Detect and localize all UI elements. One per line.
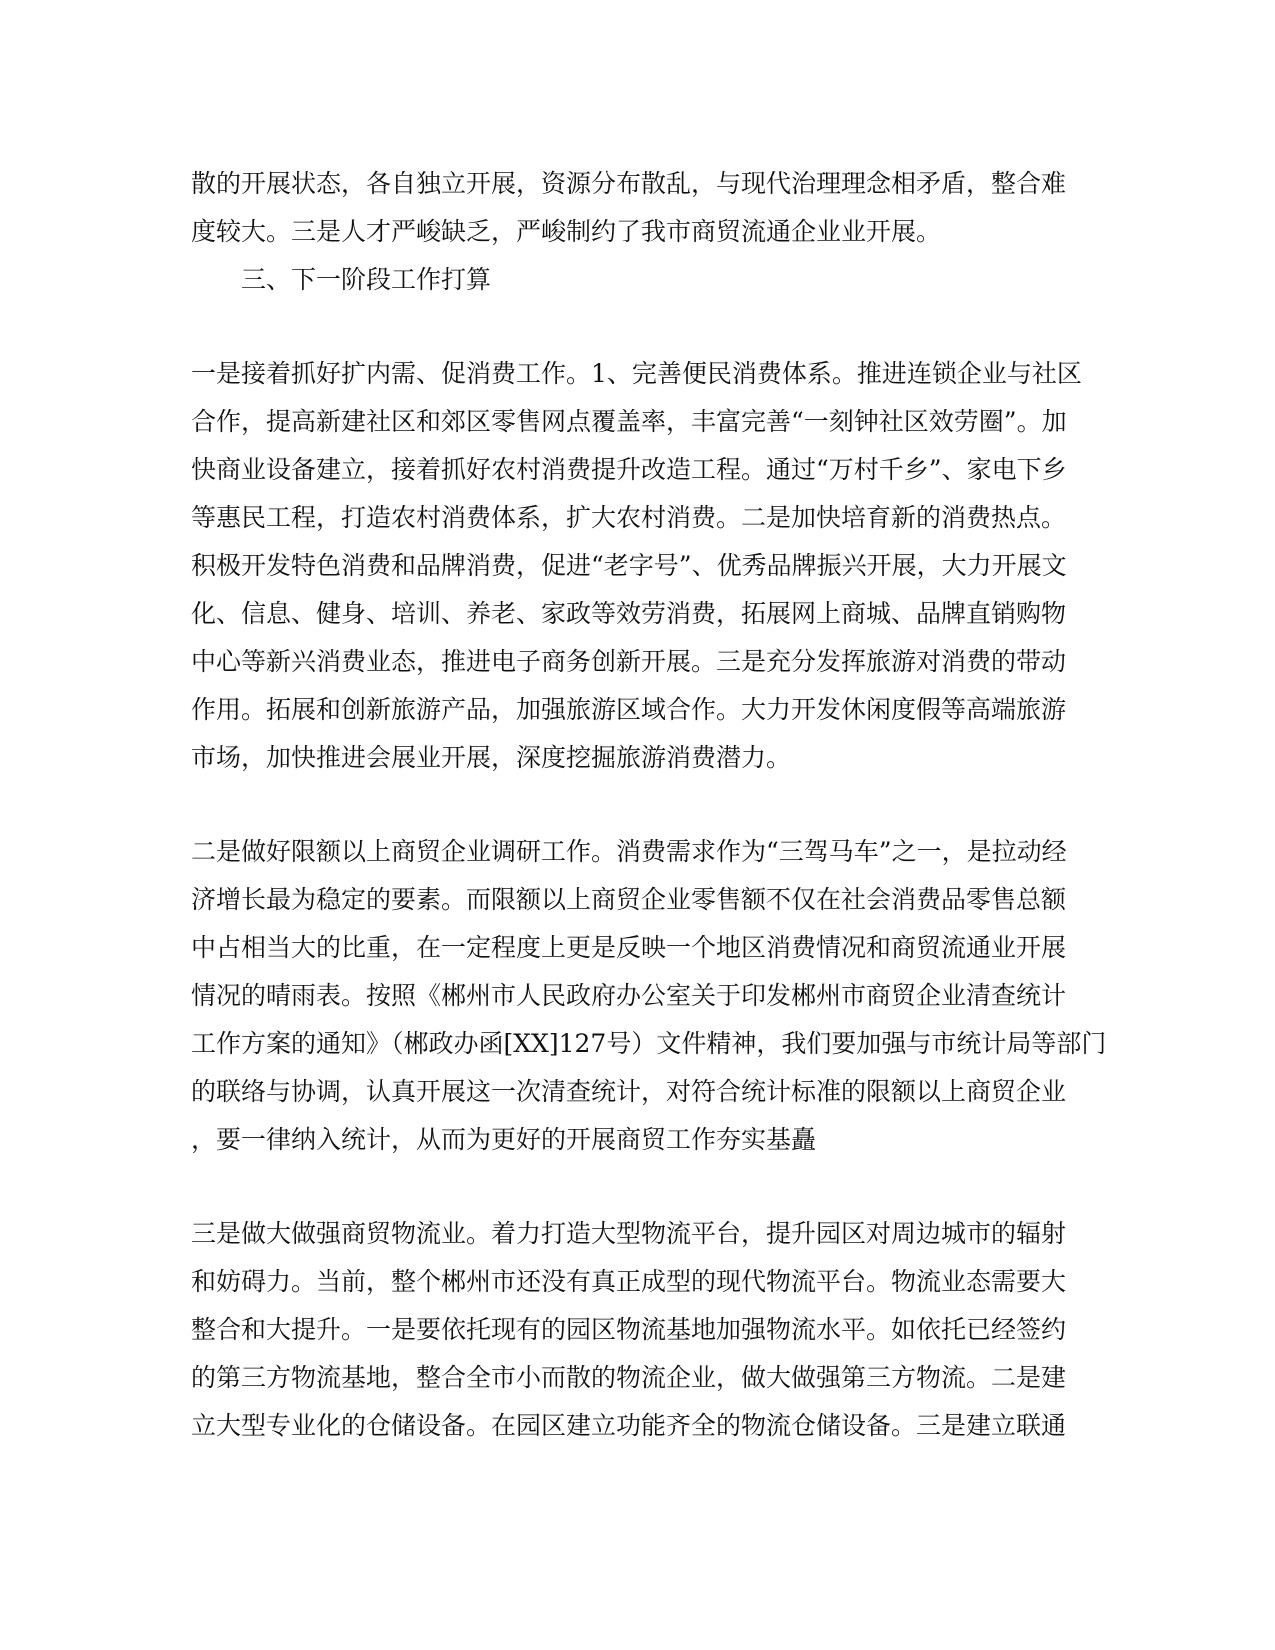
- text-line: 的第三方物流基地，整合全市小而散的物流企业，做大做强第三方物流。二是建: [191, 1363, 1067, 1392]
- text-line: 立大型专业化的仓储设备。在园区建立功能齐全的物流仓储设备。三是建立联通: [191, 1411, 1067, 1440]
- paragraph-continuation: [191, 160, 1081, 256]
- text-line: 化、信息、健身、培训、养老、家政等效劳消费，拓展网上商城、品牌直销购物: [191, 599, 1067, 628]
- text-line: 积极开发特色消费和品牌消费，促进“老字号”、优秀品牌振兴开展，大力开展文: [191, 551, 1067, 580]
- text-line: 散的开展状态，各自独立开展，资源分布散乱，与现代治理理念相矛盾，整合难: [191, 169, 1067, 198]
- heading-text: 三、下一阶段工作打算: [241, 265, 492, 294]
- paragraph-consumption: [191, 350, 1081, 782]
- paragraph-survey: [191, 828, 1107, 1164]
- section-heading: [191, 256, 1081, 304]
- text-line: 三是做大做强商贸物流业。着力打造大型物流平台，提升园区对周边城市的辐射: [191, 1219, 1067, 1248]
- text-line: ，要一律纳入统计，从而为更好的开展商贸工作夯实基矗: [191, 1125, 817, 1154]
- text-line: 济增长最为稳定的要素。而限额以上商贸企业零售额不仅在社会消费品零售总额: [191, 885, 1067, 914]
- text-line: 和妨碍力。当前，整个郴州市还没有真正成型的现代物流平台。物流业态需要大: [191, 1267, 1067, 1296]
- text-line: 一是接着抓好扩内需、促消费工作。1、完善便民消费体系。推进连锁企业与社区: [191, 359, 1082, 388]
- text-line: 作用。拓展和创新旅游产品，加强旅游区域合作。大力开发休闲度假等高端旅游: [191, 695, 1067, 724]
- text-line: 合作，提高新建社区和郊区零售网点覆盖率，丰富完善“一刻钟社区效劳圈”。加: [191, 407, 1067, 436]
- text-line: 中占相当大的比重，在一定程度上更是反映一个地区消费情况和商贸流通业开展: [191, 933, 1067, 962]
- paragraph-gap: [191, 782, 1081, 828]
- document-body: [191, 160, 1107, 1450]
- text-line: 市场，加快推进会展业开展，深度挖掘旅游消费潜力。: [191, 743, 792, 772]
- text-line: 快商业设备建立，接着抓好农村消费提升改造工程。通过“万村千乡”、家电下乡: [191, 455, 1067, 484]
- paragraph-logistics: [191, 1210, 1081, 1450]
- text-line: 的联络与协调，认真开展这一次清查统计，对符合统计标准的限额以上商贸企业: [191, 1077, 1067, 1106]
- text-line: 等惠民工程，打造农村消费体系，扩大农村消费。二是加快培育新的消费热点。: [191, 503, 1067, 532]
- text-line: 情况的晴雨表。按照《郴州市人民政府办公室关于印发郴州市商贸企业清查统计: [191, 981, 1067, 1010]
- text-line: 中心等新兴消费业态，推进电子商务创新开展。三是充分发挥旅游对消费的带动: [191, 647, 1067, 676]
- text-line: 整合和大提升。一是要依托现有的园区物流基地加强物流水平。如依托已经签约: [191, 1315, 1067, 1344]
- text-line: 二是做好限额以上商贸企业调研工作。消费需求作为“三驾马车”之一，是拉动经: [191, 837, 1067, 866]
- paragraph-gap: [191, 304, 1081, 350]
- text-line: 度较大。三是人才严峻缺乏，严峻制约了我市商贸流通企业业开展。: [191, 217, 942, 246]
- text-line: 工作方案的通知》（郴政办函[XX]127号）文件精神，我们要加强与市统计局等部门: [191, 1029, 1107, 1058]
- paragraph-gap: [191, 1164, 1081, 1210]
